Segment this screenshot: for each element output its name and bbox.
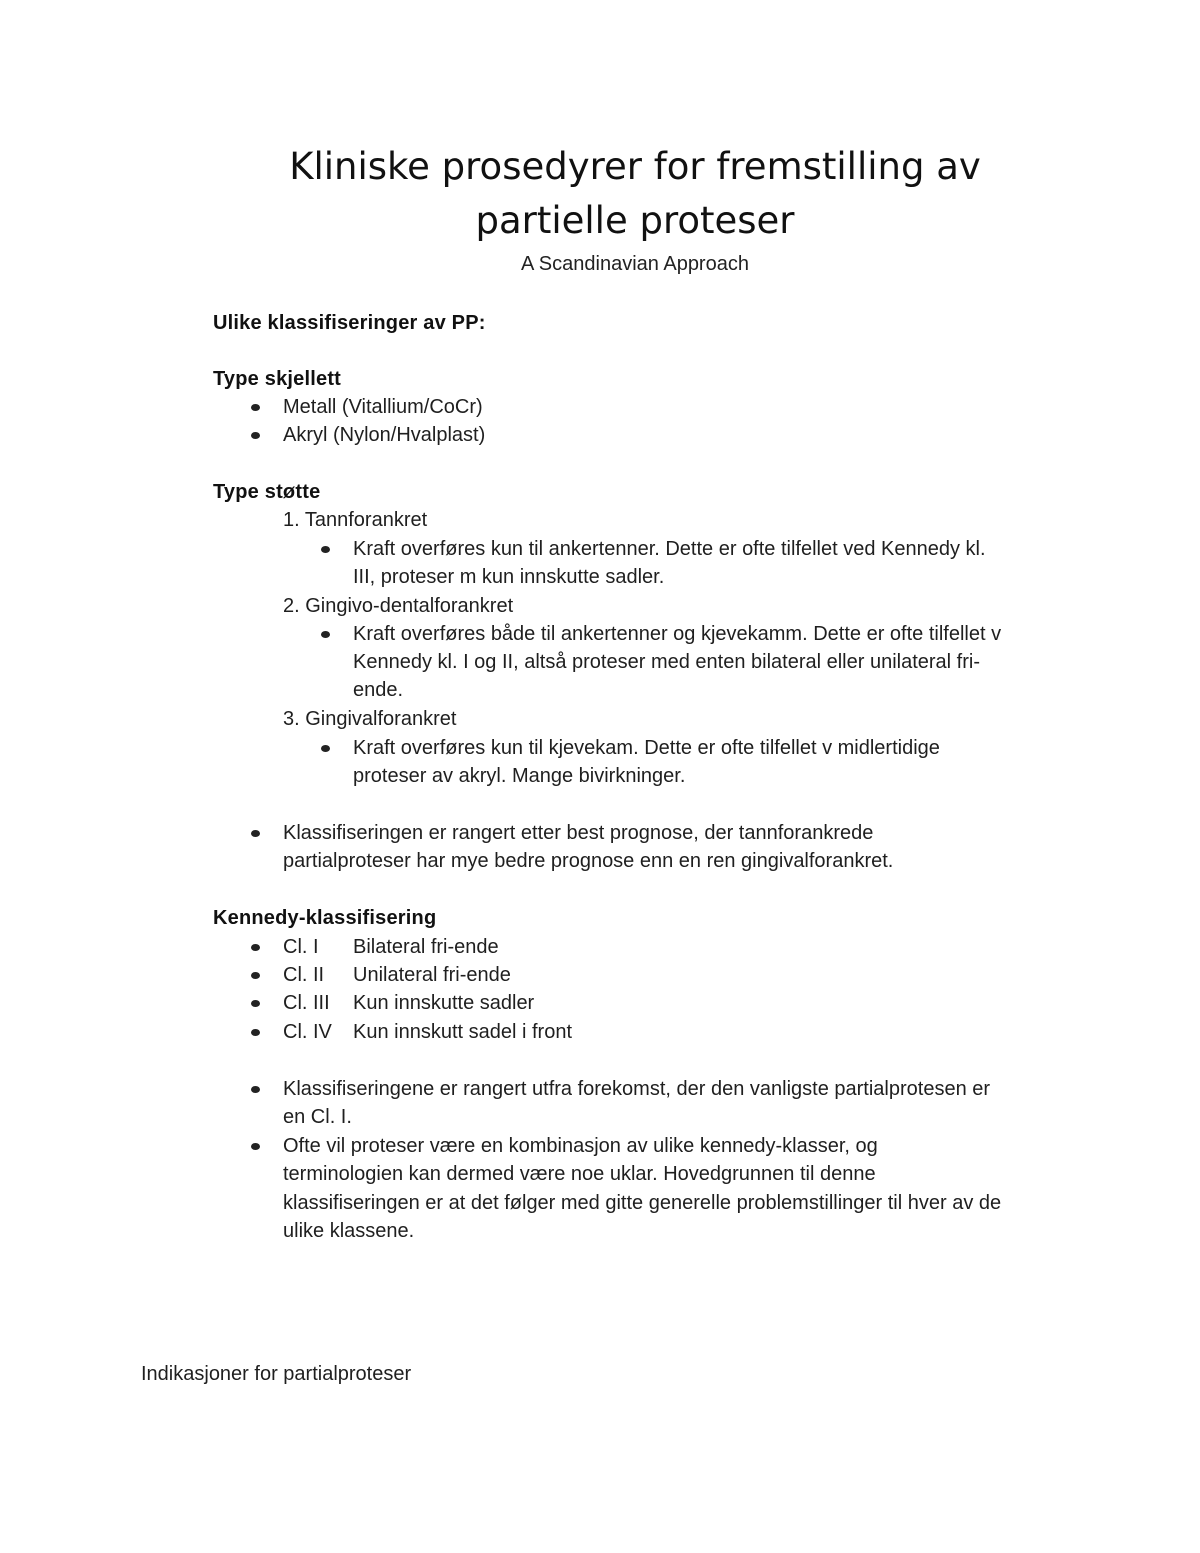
bullet-icon [321,631,330,638]
bullet-icon [251,972,260,979]
list-item-continuation: en Cl. I. [283,1106,352,1128]
list-item-continuation: Kennedy kl. I og II, altså proteser med enten bilateral eller unilateral fri- [353,651,980,673]
bullet-icon [251,830,260,837]
kennedy-class-code: Cl. IV [283,1021,332,1043]
list-item-text: Klassifiseringen er rangert etter best prognose, der tannforankrede [283,822,874,844]
list-item-continuation: III, proteser m kun innskutte sadler. [353,566,665,588]
kennedy-class-desc: Kun innskutt sadel i front [353,1021,573,1043]
footer-heading: Indikasjoner for partialproteser [141,1363,412,1385]
kennedy-class-desc: Unilateral fri-ende [353,964,511,986]
section-intro-heading: Ulike klassifiseringer av PP: [213,312,486,334]
kennedy-class-desc: Kun innskutte sadler [353,992,535,1014]
bullet-icon [251,1143,260,1150]
bullet-icon [251,1086,260,1093]
bullet-icon [321,546,330,553]
list-item-text: Kraft overføres kun til ankertenner. Dette er ofte tilfellet ved Kennedy kl. [353,538,986,560]
list-item-text: Akryl (Nylon/Hvalplast) [283,424,486,446]
kennedy-class-desc: Bilateral fri-ende [353,936,499,958]
kennedy-class-code: Cl. I [283,936,319,958]
bullet-icon [251,944,260,951]
list-item-text: Ofte vil proteser være en kombinasjon av ulike kennedy-klasser, og [283,1135,878,1157]
numbered-item: 3. Gingivalforankret [283,708,457,730]
title-line-1: Kliniske prosedyrer for fremstilling av [289,145,981,188]
document-title [200,140,1070,248]
numbered-item: 1. Tannforankret [283,509,428,531]
type-stotte-heading: Type støtte [213,481,321,503]
list-item-continuation: klassifiseringen er at det følger med gitte generelle problemstillinger til hver av de [283,1192,1002,1214]
numbered-item: 2. Gingivo-dentalforankret [283,595,514,617]
list-item-continuation: terminologien kan dermed være noe uklar. Hovedgrunnen til denne [283,1163,876,1185]
kennedy-class-code: Cl. III [283,992,330,1014]
kennedy-class-code: Cl. II [283,964,325,986]
list-item-text: Kraft overføres kun til kjevekam. Dette er ofte tilfellet v midlertidige [353,737,940,759]
bullet-icon [251,1000,260,1007]
bullet-icon [321,745,330,752]
list-item-continuation: partialproteser har mye bedre prognose enn en ren gingivalforankret. [283,850,894,872]
title-line-2: partielle proteser [475,199,795,242]
document-subtitle: A Scandinavian Approach [521,253,749,275]
list-item-continuation: ulike klassene. [283,1220,415,1242]
list-item-text: Metall (Vitallium/CoCr) [283,396,483,418]
list-item-continuation: proteser av akryl. Mange bivirkninger. [353,765,686,787]
bullet-icon [251,404,260,411]
bullet-icon [251,1029,260,1036]
bullet-icon [251,432,260,439]
type-skjelett-heading: Type skjellett [213,368,342,390]
list-item-text: Kraft overføres både til ankertenner og kjevekamm. Dette er ofte tilfellet v [353,623,1002,645]
list-item-continuation: ende. [353,679,404,701]
kennedy-heading: Kennedy-klassifisering [213,907,437,929]
list-item-text: Klassifiseringene er rangert utfra forekomst, der den vanligste partialprotesen er [283,1078,991,1100]
